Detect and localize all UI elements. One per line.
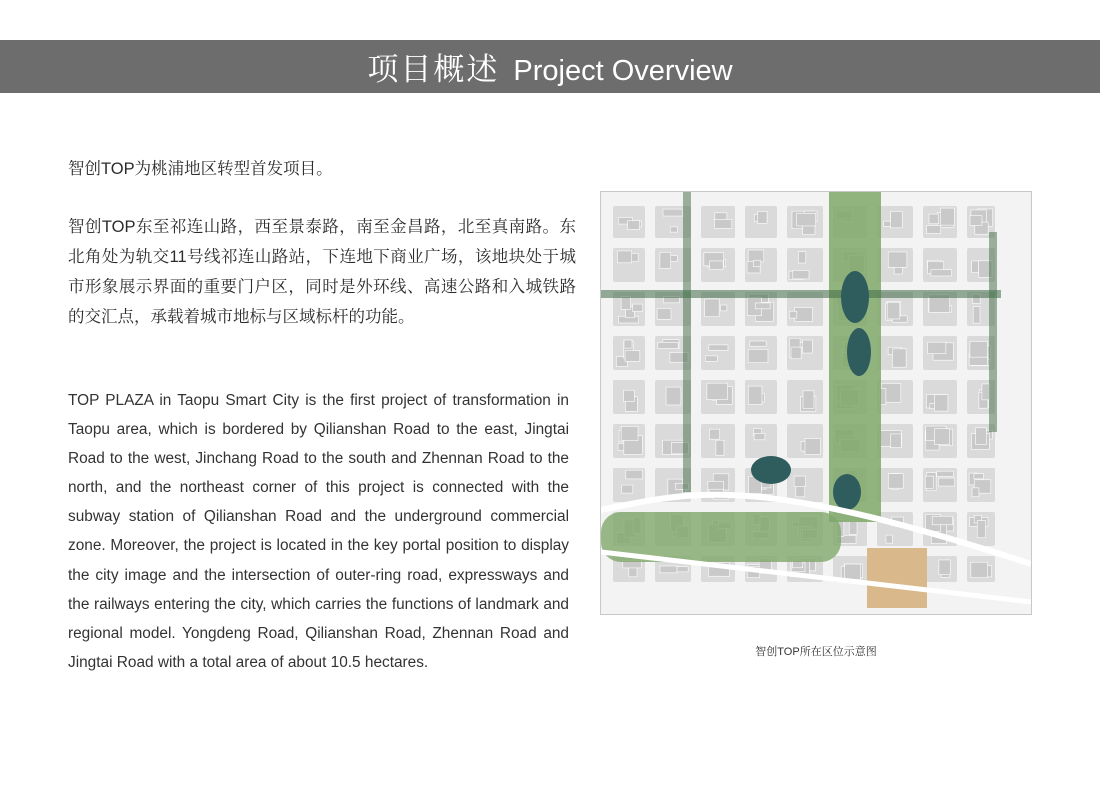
building	[927, 225, 941, 233]
building	[621, 426, 638, 440]
building	[891, 211, 903, 227]
location-map	[600, 191, 1032, 615]
building	[789, 311, 797, 318]
building	[624, 390, 635, 401]
building	[622, 485, 633, 493]
building	[892, 349, 906, 367]
building	[977, 521, 985, 538]
building	[750, 341, 766, 346]
building	[710, 261, 723, 270]
building	[886, 535, 892, 543]
building	[888, 252, 907, 267]
building	[660, 566, 677, 573]
building	[617, 251, 631, 263]
building	[797, 213, 816, 226]
water-pond	[751, 456, 791, 484]
page-title-cn: 项目概述	[367, 52, 500, 87]
building	[935, 395, 948, 412]
tree-line	[683, 192, 691, 492]
building	[666, 387, 681, 405]
page-title	[367, 44, 732, 89]
body-paragraph-en: TOP PLAZA in Taopu Smart City is the first project of transformation in Taopu area, which is bordered by Qilianshan Road to the east, Jingtai Road to the west, Jinchang Road to the south and Zhennan Road to the north, and the northeast corner of this project is connected with the subway station of Qilianshan Road and the underground commercial zone. Moreover, the project is located in the key portal position to display the city image and the intersection of outer-ring road, expressways and the railways entering the city, which carries the functions of landmark and regional model. Yongdeng Road, Qilianshan Road, Zhennan Road and Jingtai Road with a total area of about 10.5 hectares.	[68, 392, 569, 671]
building	[709, 345, 728, 350]
building	[976, 428, 987, 445]
water-pond	[847, 328, 871, 376]
building	[803, 391, 814, 409]
building	[707, 383, 728, 399]
header-bar	[0, 40, 1100, 93]
building	[939, 560, 950, 575]
building	[720, 305, 726, 311]
building	[888, 474, 903, 489]
building	[925, 476, 933, 488]
building	[753, 260, 760, 266]
building	[657, 308, 671, 319]
building	[621, 297, 630, 310]
map-caption: 智创TOP所在区位示意图	[755, 646, 877, 658]
building	[970, 341, 988, 357]
building	[974, 474, 984, 479]
building	[705, 299, 720, 317]
building	[972, 488, 979, 497]
intro-paragraph-cn: 智创TOP为桃浦地区转型首发项目。	[68, 160, 333, 178]
building	[803, 340, 813, 353]
building	[938, 478, 954, 486]
building	[748, 386, 762, 404]
building	[937, 471, 954, 476]
body-paragraph-cn: 智创TOP东至祁连山路，西至景泰路，南至金昌路，北至真南路。东北角处为轨交11号线祁连山路站，下连地下商业广场，该地块处于城市形象展示界面的重要门户区，同时是外环线、高速公路和入城铁路的交汇点，承载着城市地标与区域标杆的功能。	[68, 218, 576, 326]
building	[791, 347, 801, 359]
water-pond	[833, 474, 861, 510]
building	[798, 252, 805, 263]
building	[628, 221, 640, 230]
building	[754, 433, 765, 439]
building	[845, 564, 861, 579]
building	[941, 208, 955, 225]
building	[716, 440, 724, 455]
location-map-drawing	[601, 192, 1031, 614]
building	[624, 340, 632, 348]
page-title-en: Project Overview	[513, 55, 733, 87]
building	[626, 470, 643, 479]
building	[677, 567, 688, 572]
building	[793, 270, 809, 279]
building	[795, 307, 813, 321]
building	[849, 521, 857, 534]
building	[887, 302, 900, 319]
building	[709, 429, 719, 439]
building	[929, 214, 938, 224]
building	[663, 209, 683, 216]
building	[970, 216, 982, 226]
building	[973, 307, 980, 324]
tree-line	[989, 232, 997, 432]
building	[935, 429, 950, 445]
plaza	[867, 548, 927, 608]
building	[972, 261, 979, 273]
building	[794, 476, 806, 486]
building	[748, 349, 768, 362]
building	[932, 516, 952, 524]
building	[625, 351, 640, 362]
building	[931, 270, 952, 276]
building	[705, 356, 717, 361]
city-block	[701, 336, 735, 370]
water-pond	[841, 271, 869, 323]
building	[670, 227, 677, 232]
building	[758, 211, 768, 223]
building	[633, 304, 643, 311]
building	[805, 439, 821, 455]
building	[928, 342, 946, 354]
building	[982, 384, 989, 400]
building	[971, 562, 988, 577]
tree-line	[601, 290, 1001, 298]
building	[891, 434, 902, 448]
building	[658, 342, 678, 348]
building	[660, 252, 671, 268]
building	[755, 303, 770, 309]
building	[714, 219, 731, 228]
